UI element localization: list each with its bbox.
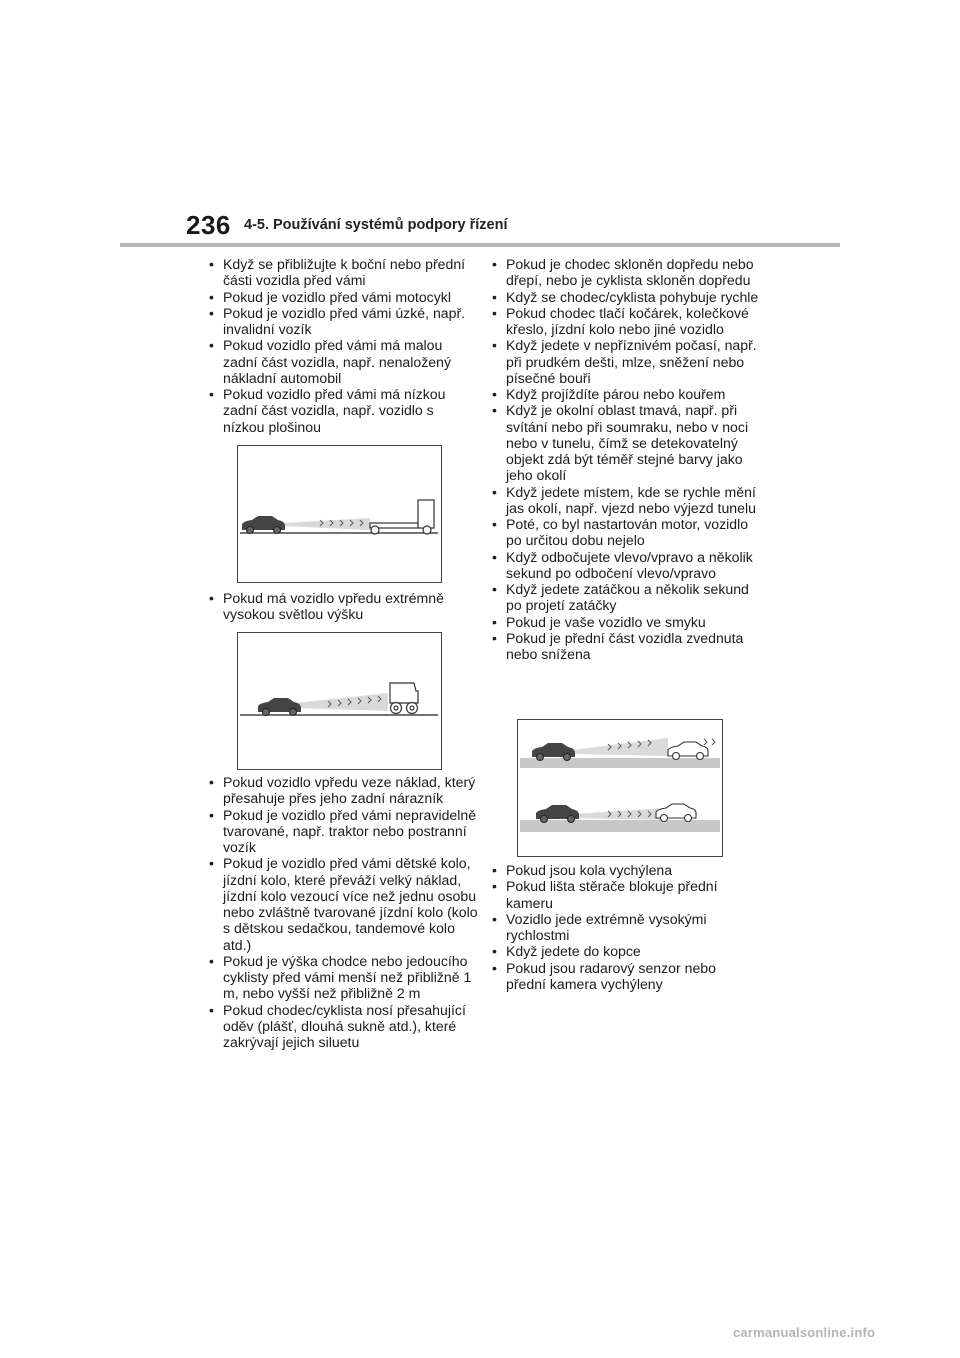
list-item: • Pokud vozidlo před vámi má malou zadní část vozidla, např. nenaložený nákladní automobil (206, 337, 478, 386)
list-item: • Pokud je chodec skloněn dopředu nebo dřepí, nebo je cyklista skloněn dopředu (489, 256, 759, 289)
list-item: • Když jedete do kopce (489, 943, 759, 959)
list-item: • Pokud vozidlo před vámi má nízkou zadní část vozidla, např. vozidlo s nízkou plošinou (206, 386, 478, 435)
list-item: • Pokud je vozidlo před vámi dětské kolo, jízdní kolo, které převáží velký náklad, jízdní kolo vezoucí více než jednu osobu nebo zvláštně tvarované jízdní kolo (kolo s dětskou sedačkou, tandemové kolo atd.) (206, 855, 478, 953)
list-item: • Když projíždíte párou nebo kouřem (489, 386, 759, 402)
right-list-2 (489, 862, 759, 992)
list-item: • Pokud má vozidlo vpředu extrémně vysokou světlou výšku (206, 590, 478, 623)
high-clearance-illustration (238, 633, 441, 769)
list-item: • Pokud je vozidlo před vámi motocykl (206, 289, 478, 305)
left-list-1 (206, 256, 478, 435)
list-item: • Pokud jsou radarový senzor nebo přední kamera vychýleny (489, 960, 759, 993)
list-item: • Když je okolní oblast tmavá, např. při svítání nebo při soumraku, nebo v noci nebo v tunelu, čímž se detekovatelný objekt zdá být téměř stejné barvy jako jeho okolí (489, 402, 759, 483)
list-item: • Když jedete v nepříznivém počasí, např. při prudkém dešti, mlze, sněžení nebo písečné bouři (489, 337, 759, 386)
left-list-2 (206, 590, 478, 623)
right-list-1 (489, 256, 759, 662)
list-item: • Když jedete místem, kde se rychle mění jas okolí, např. vjezd nebo výjezd tunelu (489, 484, 759, 517)
page-number: 236 (186, 210, 231, 240)
list-item: • Poté, co byl nastartován motor, vozidlo po určitou dobu nejelo (489, 516, 759, 549)
figure-high-clearance-vehicle (237, 632, 442, 770)
list-item: • Pokud chodec tlačí kočárek, kolečkové křeslo, jízdní kolo nebo jiné vozidlo (489, 305, 759, 338)
header-rule (120, 243, 840, 247)
list-item: • Pokud je přední část vozidla zvednuta nebo snížena (489, 630, 759, 663)
left-list-3 (206, 774, 478, 1050)
list-item: • Pokud je výška chodce nebo jedoucího cyklisty před vámi menší než přibližně 1 m, nebo vyšší než přibližně 2 m (206, 953, 478, 1002)
figure-low-platform-vehicle (237, 445, 442, 583)
list-item: • Pokud vozidlo vpředu veze náklad, který přesahuje přes jeho zadní nárazník (206, 774, 478, 807)
list-item: • Když se přibližujte k boční nebo přední části vozidla před vámi (206, 256, 478, 289)
slope-illustration (518, 720, 722, 856)
list-item: • Když jedete zatáčkou a několik sekund po projetí zatáčky (489, 581, 759, 614)
list-item: • Pokud lišta stěrače blokuje přední kameru (489, 878, 759, 911)
list-item: • Vozidlo jede extrémně vysokými rychlostmi (489, 911, 759, 944)
low-platform-illustration (238, 446, 441, 582)
figure-slope-vehicle (517, 719, 723, 857)
list-item: • Pokud je vozidlo před vámi nepravidelně tvarované, např. traktor nebo postranní vozík (206, 807, 478, 856)
footer-brand: carmanualsonline.info (733, 1325, 876, 1340)
list-item: • Když se chodec/cyklista pohybuje rychle (489, 289, 759, 305)
list-item: • Pokud je vozidlo před vámi úzké, např. invalidní vozík (206, 305, 478, 338)
list-item: • Pokud chodec/cyklista nosí přesahující oděv (plášť, dlouhá sukně atd.), které zakrývají jejich siluetu (206, 1002, 478, 1051)
section-title: 4-5. Používání systémů podpory řízení (244, 217, 508, 233)
list-item: • Pokud jsou kola vychýlena (489, 862, 759, 878)
list-item: • Když odbočujete vlevo/vpravo a několik sekund po odbočení vlevo/vpravo (489, 549, 759, 582)
list-item: • Pokud je vaše vozidlo ve smyku (489, 614, 759, 630)
